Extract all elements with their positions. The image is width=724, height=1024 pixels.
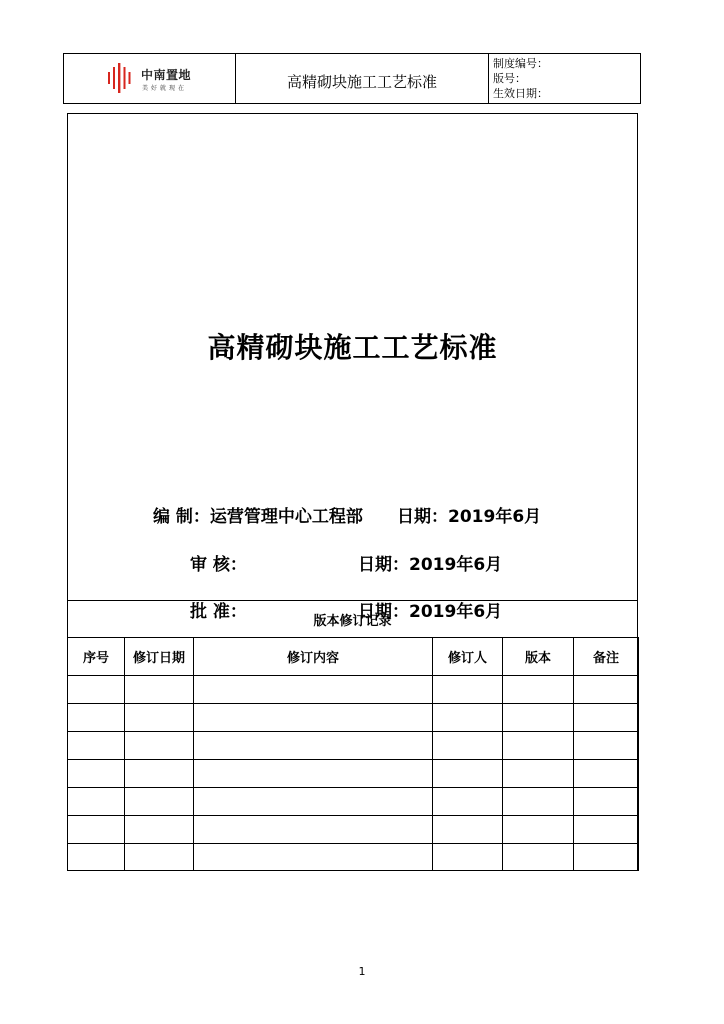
table-cell bbox=[68, 844, 125, 872]
company-name: 中南置地 bbox=[141, 68, 192, 82]
approve-label: 批 准： bbox=[190, 602, 247, 622]
revision-table bbox=[67, 637, 639, 871]
header-meta bbox=[489, 54, 640, 103]
table-row bbox=[68, 760, 639, 788]
table-cell bbox=[125, 788, 194, 816]
review-date bbox=[358, 550, 502, 575]
table-cell bbox=[194, 788, 433, 816]
table-cell bbox=[574, 676, 639, 704]
table-cell bbox=[574, 816, 639, 844]
table-cell bbox=[68, 732, 125, 760]
table-cell bbox=[574, 704, 639, 732]
page-number: 1 bbox=[358, 965, 366, 978]
table-cell bbox=[433, 788, 503, 816]
document-header bbox=[63, 53, 641, 104]
doc-number-label: 制度编号： bbox=[493, 57, 548, 70]
table-cell bbox=[125, 704, 194, 732]
table-cell bbox=[503, 676, 574, 704]
table-cell bbox=[68, 676, 125, 704]
company-logo-icon bbox=[107, 63, 132, 93]
table-cell bbox=[194, 760, 433, 788]
table-row bbox=[68, 816, 639, 844]
version-label: 版号： bbox=[493, 72, 526, 85]
date-label: 日期： bbox=[358, 555, 409, 575]
table-cell bbox=[433, 760, 503, 788]
col-seq: 序号 bbox=[68, 638, 125, 676]
table-row bbox=[68, 704, 639, 732]
date-label: 日期： bbox=[397, 507, 448, 527]
compile-row bbox=[153, 502, 363, 527]
table-cell bbox=[503, 704, 574, 732]
table-cell bbox=[125, 816, 194, 844]
date-label: 日期： bbox=[358, 602, 409, 622]
table-cell bbox=[574, 760, 639, 788]
logo-cell bbox=[64, 54, 236, 103]
table-cell bbox=[574, 788, 639, 816]
compile-value: 运营管理中心工程部 bbox=[209, 507, 363, 527]
table-cell bbox=[433, 844, 503, 872]
effective-date-label: 生效日期： bbox=[493, 87, 548, 100]
table-cell bbox=[433, 704, 503, 732]
table-cell bbox=[433, 816, 503, 844]
table-row bbox=[68, 676, 639, 704]
date-value: 2019年6月 bbox=[409, 555, 503, 575]
table-cell bbox=[194, 704, 433, 732]
table-cell bbox=[574, 732, 639, 760]
table-cell bbox=[503, 788, 574, 816]
table-cell bbox=[125, 844, 194, 872]
revision-title: 版本修订记录 bbox=[67, 600, 638, 637]
table-cell bbox=[574, 844, 639, 872]
col-remarks: 备注 bbox=[574, 638, 639, 676]
header-title: 高精砌块施工工艺标准 bbox=[236, 54, 489, 103]
table-cell bbox=[68, 760, 125, 788]
table-row bbox=[68, 788, 639, 816]
revision-body bbox=[68, 676, 639, 872]
table-cell bbox=[194, 816, 433, 844]
revision-header-row bbox=[68, 638, 639, 676]
col-reviser: 修订人 bbox=[433, 638, 503, 676]
date-value: 2019年6月 bbox=[448, 507, 542, 527]
table-cell bbox=[125, 676, 194, 704]
table-cell bbox=[433, 732, 503, 760]
document-title: 高精砌块施工工艺标准 bbox=[207, 331, 498, 364]
table-row bbox=[68, 732, 639, 760]
table-cell bbox=[503, 844, 574, 872]
col-date: 修订日期 bbox=[125, 638, 194, 676]
table-cell bbox=[125, 760, 194, 788]
table-cell bbox=[125, 732, 194, 760]
date-value: 2019年6月 bbox=[409, 602, 503, 622]
table-cell bbox=[433, 676, 503, 704]
table-cell bbox=[503, 732, 574, 760]
table-cell bbox=[68, 788, 125, 816]
col-version: 版本 bbox=[503, 638, 574, 676]
col-content: 修订内容 bbox=[194, 638, 433, 676]
review-label: 审 核： bbox=[190, 555, 247, 575]
table-cell bbox=[68, 816, 125, 844]
table-cell bbox=[503, 816, 574, 844]
company-slogan: 美好就现在 bbox=[142, 85, 188, 92]
table-cell bbox=[194, 844, 433, 872]
compile-date bbox=[397, 502, 541, 527]
compile-label: 编 制： bbox=[153, 507, 210, 527]
table-row bbox=[68, 844, 639, 872]
table-cell bbox=[194, 732, 433, 760]
table-cell bbox=[68, 704, 125, 732]
table-cell bbox=[194, 676, 433, 704]
table-cell bbox=[503, 760, 574, 788]
